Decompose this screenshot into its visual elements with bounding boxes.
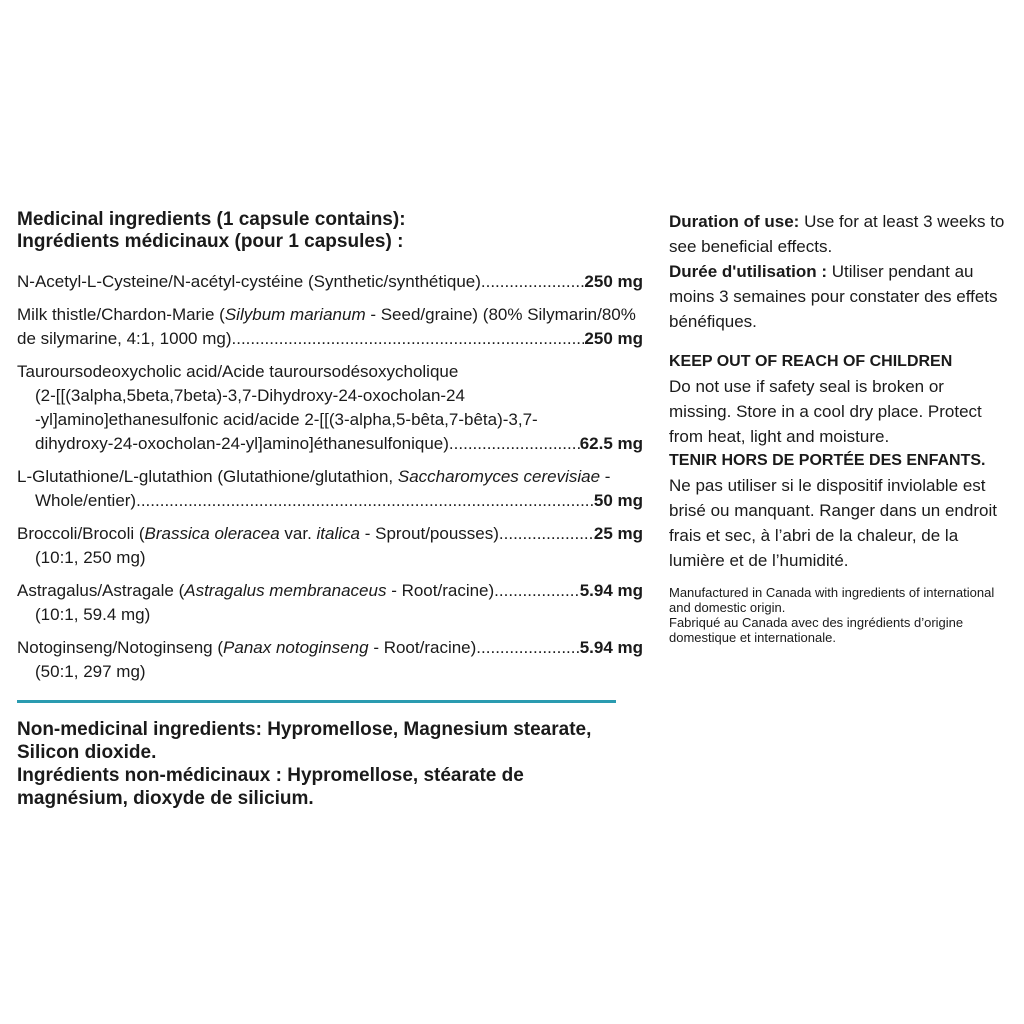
origin-en: Manufactured in Canada with ingredients of international and domestic origin. xyxy=(669,585,995,615)
ingredient-detail: (50:1, 297 mg) xyxy=(35,662,146,681)
ingredient-notoginseng xyxy=(17,636,643,684)
leader-dots xyxy=(481,270,585,294)
warning-text-fr: Ne pas utiliser si le dispositif inviolable est brisé ou manquant. Ranger dans un endroit frais et sec, à l’abri de la chaleur, de la lumière et de l’humidité. xyxy=(669,476,997,570)
leader-dots xyxy=(494,579,580,603)
ingredient-detail: (2-[[(3alpha,5beta,7beta)-3,7-Dihydroxy-24-oxocholan-24 xyxy=(35,386,465,405)
warning-title-en: KEEP OUT OF REACH OF CHILDREN xyxy=(669,353,953,370)
ingredient-amount: 50 mg xyxy=(593,491,643,510)
ingredient-amount: 5.94 mg xyxy=(579,638,643,657)
ingredient-name: L-Glutathione/L-glutathion (Glutathione/glutathion, Saccharomyces cerevisiae - xyxy=(17,467,611,486)
usage-warnings-section xyxy=(669,209,1009,645)
ingredient-amount: 5.94 mg xyxy=(579,581,643,600)
leader-dots xyxy=(499,522,594,546)
leader-dots xyxy=(476,636,579,660)
ingredient-broccoli xyxy=(17,522,643,570)
ingredient-amount: 25 mg xyxy=(593,524,643,543)
ingredient-astragalus xyxy=(17,579,643,627)
ingredient-detail: Whole/entier) xyxy=(35,491,137,510)
ingredient-name: Tauroursodeoxycholic acid/Acide tauroursodésoxycholique xyxy=(17,362,459,381)
ingredient-name: Astragalus/Astragale (Astragalus membranaceus - Root/racine) xyxy=(17,581,495,600)
ingredient-name: Milk thistle/Chardon-Marie (Silybum marianum - Seed/graine) (80% Silymarin/80% xyxy=(17,305,636,324)
origin-fr: Fabriqué au Canada avec des ingrédients d’origine domestique et internationale. xyxy=(669,615,964,645)
leader-dots xyxy=(449,432,580,456)
medicinal-heading-en: Medicinal ingredients (1 capsule contains): xyxy=(17,209,406,230)
duration-fr: Durée d'utilisation : Utiliser pendant au moins 3 semaines pour constater des effets bénéfiques. xyxy=(669,262,998,331)
ingredient-name: Broccoli/Brocoli (Brassica oleracea var. italica - Sprout/pousses) xyxy=(17,524,499,543)
ingredient-name: N-Acetyl-L-Cysteine/N-acétyl-cystéine (Synthetic/synthétique) xyxy=(17,272,481,291)
medicinal-heading-fr: Ingrédients médicinaux (pour 1 capsules) : xyxy=(17,231,404,252)
section-divider xyxy=(17,700,616,703)
ingredient-tudca xyxy=(17,360,643,456)
ingredient-amount: 250 mg xyxy=(584,272,643,291)
leader-dots xyxy=(136,489,594,513)
origin-block xyxy=(669,585,1009,645)
nonmedicinal-fr: Ingrédients non-médicinaux : Hypromellose, stéarate de magnésium, dioxyde de silicium. xyxy=(17,765,524,809)
nonmedicinal-en: Non-medicinal ingredients: Hypromellose, Magnesium stearate, Silicon dioxide. xyxy=(17,719,592,763)
ingredient-name: Notoginseng/Notoginseng (Panax notoginseng - Root/racine) xyxy=(17,638,477,657)
duration-en: Duration of use: Use for at least 3 weeks to see beneficial effects. xyxy=(669,212,1005,256)
warning-block xyxy=(669,350,1009,573)
duration-label-en: Duration of use: xyxy=(669,212,800,231)
duration-label-fr: Durée d'utilisation : xyxy=(669,262,827,281)
warning-title-fr: TENIR HORS DE PORTÉE DES ENFANTS. xyxy=(669,452,986,469)
ingredient-detail: de silymarine, 4:1, 1000 mg) xyxy=(17,329,232,348)
ingredient-detail: dihydroxy-24-oxocholan-24-yl]amino]éthanesulfonique) xyxy=(35,434,449,453)
ingredient-glutathione xyxy=(17,465,643,513)
nonmedicinal-ingredients xyxy=(17,718,637,810)
ingredient-detail: (10:1, 250 mg) xyxy=(35,548,146,567)
ingredient-detail: (10:1, 59.4 mg) xyxy=(35,605,151,624)
warning-text-en: Do not use if safety seal is broken or missing. Store in a cool dry place. Protect from heat, light and moisture. xyxy=(669,377,982,446)
ingredient-detail: -yl]amino]ethanesulfonic acid/acide 2-[[(3-alpha,5-bêta,7-bêta)-3,7- xyxy=(35,410,538,429)
medicinal-heading xyxy=(17,209,643,253)
ingredient-milk-thistle xyxy=(17,303,643,351)
ingredient-nac xyxy=(17,270,643,294)
ingredient-amount: 250 mg xyxy=(584,329,643,348)
ingredient-amount: 62.5 mg xyxy=(579,434,643,453)
leader-dots xyxy=(232,327,585,351)
medicinal-ingredients-section xyxy=(17,209,643,693)
